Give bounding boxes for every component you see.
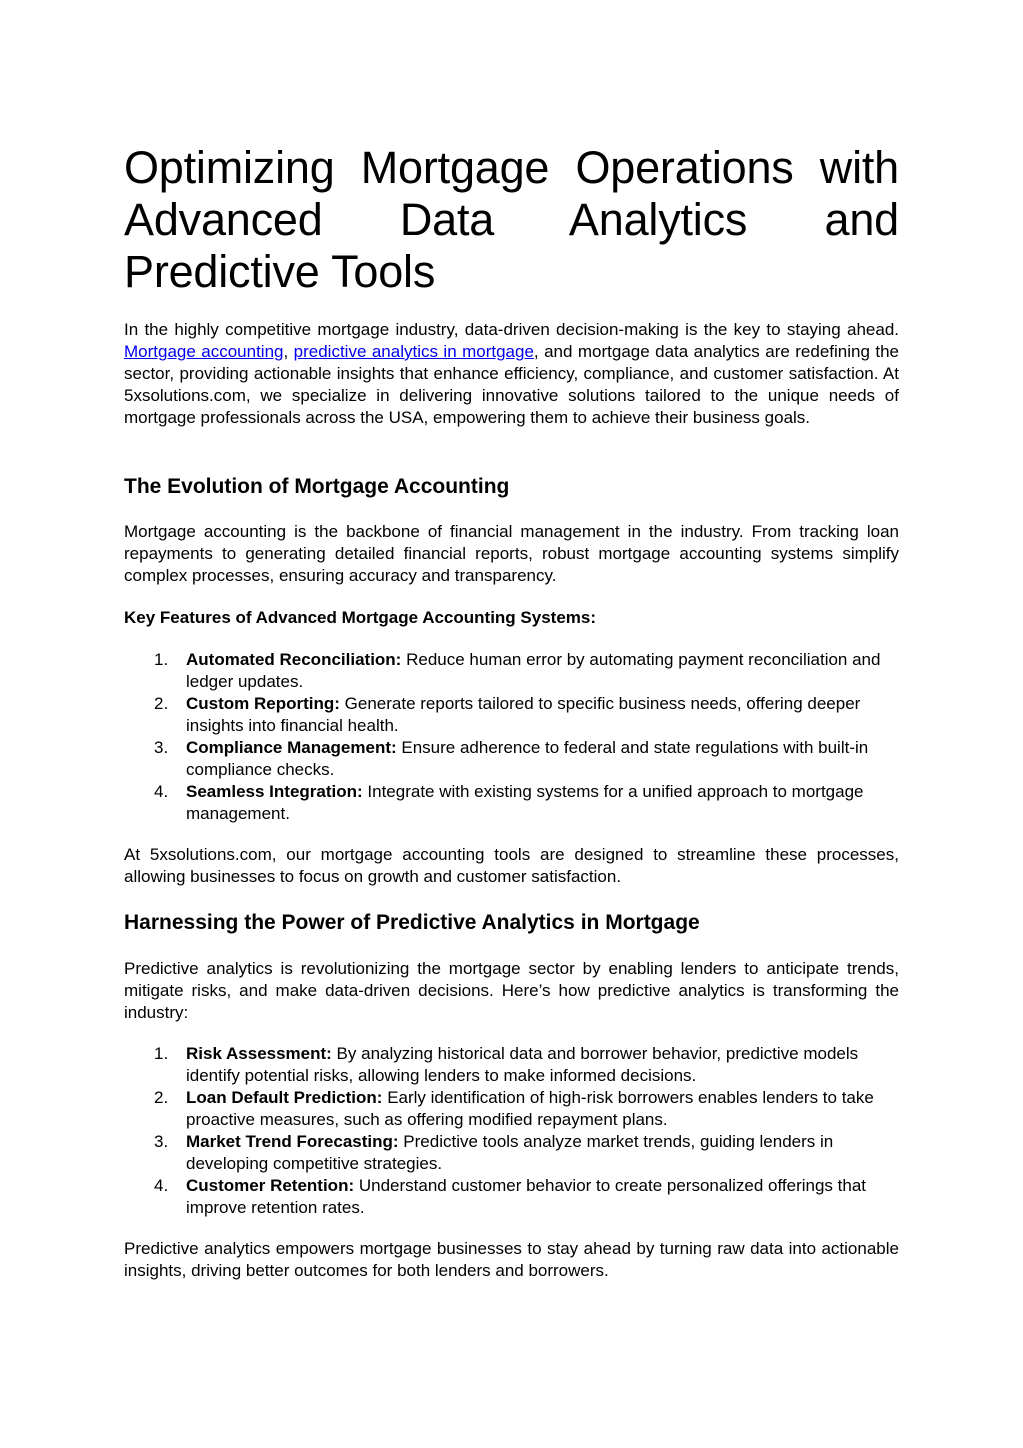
list-number: 1. [154,1044,169,1063]
section1-closing: At 5xsolutions.com, our mortgage accounting tools are designed to streamline these processes, allowing businesses to focus on growth and customer satisfaction. [124,845,899,886]
feature-label: Compliance Management: [186,738,397,757]
section1-paragraph: Mortgage accounting is the backbone of financial management in the industry. From tracking loan repayments to generating detailed financial reports, robust mortgage accounting systems simplify complex processes, ensuring accuracy and transparency. [124,522,899,585]
list-number: 4. [154,782,169,801]
benefit-text: By analyzing historical data and borrower behavior, predictive models identify potential risks, allowing lenders to make informed decisions. [186,1044,859,1085]
list-item [124,1175,886,1219]
list-item [124,1131,886,1175]
predictive-analytics-link[interactable]: predictive analytics in mortgage [293,342,534,361]
intro-separator: , [283,342,294,361]
list-number: 1. [154,650,169,669]
benefit-label: Loan Default Prediction: [186,1088,383,1107]
list-item [124,693,886,737]
feature-label: Custom Reporting: [186,694,340,713]
feature-text: Ensure adherence to federal and state regulations with built-in compliance checks. [186,738,869,779]
list-item [124,781,886,825]
list-number: 3. [154,1132,169,1151]
feature-label: Automated Reconciliation: [186,650,402,669]
intro-text-end: , and mortgage data analytics are redefining the sector, providing actionable insights that enhance efficiency, compliance, and customer satisfaction. At 5xsolutions.com, we specialize in delivering innovative solutions tailored to the unique needs of mortgage professionals across the USA, empowering them to achieve their business goals. [124,342,899,427]
list-number: 2. [154,694,169,713]
benefit-text: Early identification of high-risk borrowers enables lenders to take proactive measures, such as offering modified repayment plans. [186,1088,874,1129]
section1-heading: The Evolution of Mortgage Accounting [124,475,510,498]
list-number: 2. [154,1088,169,1107]
section1-subheading: Key Features of Advanced Mortgage Accounting Systems: [124,608,597,627]
benefit-text: Understand customer behavior to create personalized offerings that improve retention rates. [186,1176,866,1217]
predictive-benefits-list [124,1043,899,1219]
feature-text: Generate reports tailored to specific business needs, offering deeper insights into financial health. [186,694,861,735]
feature-text: Integrate with existing systems for a unified approach to mortgage management. [186,782,864,823]
benefit-label: Customer Retention: [186,1176,355,1195]
intro-paragraph [124,319,899,429]
intro-text-start: In the highly competitive mortgage industry, data-driven decision-making is the key to staying ahead. [124,320,899,339]
list-item [124,737,886,781]
list-item [124,649,886,693]
feature-text: Reduce human error by automating payment reconciliation and ledger updates. [186,650,881,691]
section2-closing: Predictive analytics empowers mortgage businesses to stay ahead by turning raw data into actionable insights, driving better outcomes for both lenders and borrowers. [124,1239,899,1280]
list-item [124,1087,886,1131]
section2-heading: Harnessing the Power of Predictive Analytics in Mortgage [124,911,700,934]
mortgage-accounting-link[interactable]: Mortgage accounting [124,342,284,361]
document-title: Optimizing Mortgage Operations with Advanced Data Analytics and Predictive Tools [124,142,899,297]
feature-label: Seamless Integration: [186,782,363,801]
list-number: 4. [154,1176,169,1195]
accounting-features-list [124,649,899,825]
list-number: 3. [154,738,169,757]
section2-paragraph: Predictive analytics is revolutionizing the mortgage sector by enabling lenders to anticipate trends, mitigate risks, and make data-driven decisions. Here’s how predictive analytics is transforming the industry: [124,959,899,1022]
benefit-text: Predictive tools analyze market trends, guiding lenders in developing competitive strategies. [186,1132,834,1173]
benefit-label: Market Trend Forecasting: [186,1132,399,1151]
list-item [124,1043,886,1087]
benefit-label: Risk Assessment: [186,1044,332,1063]
